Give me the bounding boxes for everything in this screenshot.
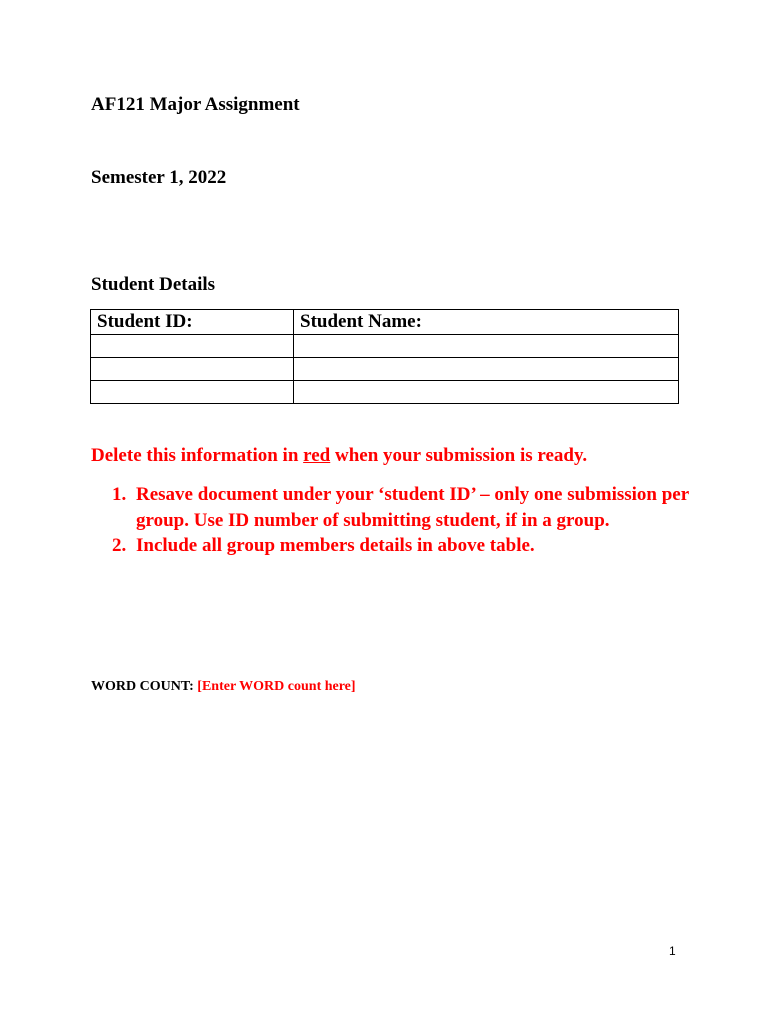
list-item-number: 1. [112, 484, 127, 505]
list-item-text: Include all group members details in above table. [136, 535, 535, 556]
word-count-label: WORD COUNT: [91, 679, 198, 694]
delete-note-text: Delete this information in [91, 445, 304, 466]
student-details-heading: Student Details [91, 274, 216, 295]
table-row [91, 381, 679, 404]
word-count-line [91, 678, 356, 696]
table-header-row [91, 310, 679, 335]
table-row [91, 335, 679, 358]
list-item [112, 482, 692, 533]
document-title: AF121 Major Assignment [91, 94, 300, 115]
student-details-table [90, 309, 679, 404]
delete-instruction-note [91, 445, 587, 467]
semester-line: Semester 1, 2022 [91, 167, 227, 188]
student-name-header: Student Name: [294, 310, 679, 335]
student-id-cell[interactable] [91, 381, 294, 404]
word-count-placeholder[interactable]: [Enter WORD count here] [197, 679, 356, 694]
delete-note-text-end: when your submission is ready. [330, 445, 588, 466]
student-id-cell[interactable] [91, 358, 294, 381]
delete-note-red-word: red [303, 445, 331, 466]
instruction-list [112, 482, 692, 559]
student-name-cell[interactable] [294, 381, 679, 404]
list-item-number: 2. [112, 535, 127, 556]
student-id-cell[interactable] [91, 335, 294, 358]
page-number: 1 [669, 944, 676, 958]
student-id-header: Student ID: [91, 310, 294, 335]
list-item-text: Resave document under your ‘student ID’ – only one submission per group. Use ID number of submitting student, if in a group. [136, 484, 689, 531]
table-row [91, 358, 679, 381]
student-name-cell[interactable] [294, 358, 679, 381]
student-name-cell[interactable] [294, 335, 679, 358]
list-item [112, 533, 692, 559]
